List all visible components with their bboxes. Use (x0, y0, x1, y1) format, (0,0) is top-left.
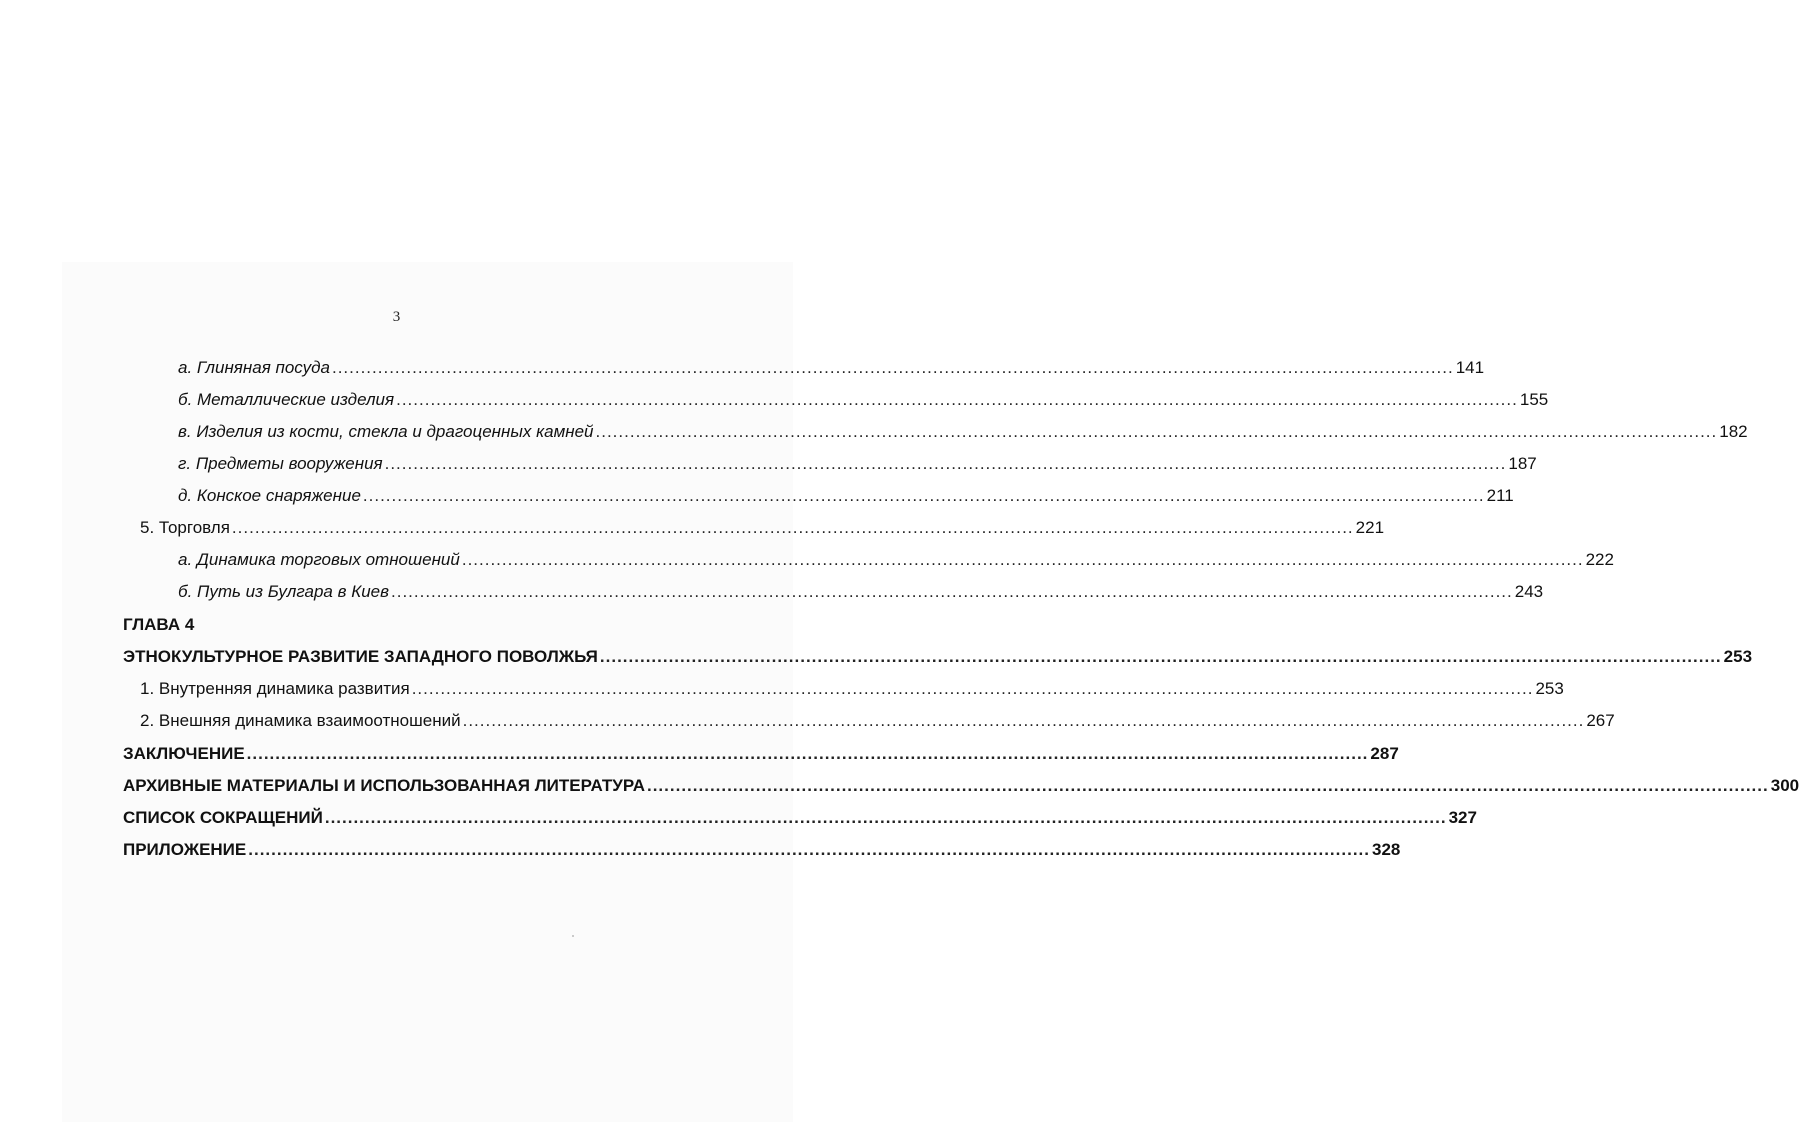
toc-leader-dots: .................................................................................................................................................................................................... (324, 808, 1447, 827)
toc-entry-page: 327 (1448, 808, 1477, 827)
toc-entry-title: б. Путь из Булгара в Киев (178, 582, 389, 601)
chapter-heading (123, 614, 726, 636)
toc-entry-page: 253 (1723, 647, 1753, 666)
toc-leader-dots: .................................................................................................................................................................................................... (384, 454, 1507, 473)
toc-entry-title: 2. Внешняя динамика взаимоотношений (140, 711, 461, 730)
toc-entry-title: а. Динамика торговых отношений (178, 550, 460, 569)
toc-leader-dots: .................................................................................................................................................................................................... (331, 358, 1454, 377)
toc-leader-dots: .................................................................................................................................................................................................... (595, 422, 1718, 441)
toc-entry-title: 1. Внутренняя динамика развития (140, 679, 410, 698)
toc-entry-trade (140, 517, 1385, 539)
toc-entry-page: 243 (1514, 582, 1544, 601)
toc-entry-page: 211 (1486, 486, 1514, 505)
toc-leader-dots: .................................................................................................................................................................................................... (396, 390, 1518, 409)
toc-entry-trade-dynamics (178, 549, 1614, 571)
page-number: 3 (392, 309, 401, 325)
toc-leader-dots: .................................................................................................................................................................................................... (461, 550, 1584, 569)
toc-leader-dots: .................................................................................................................................................................................................... (411, 679, 1534, 698)
toc-leader-dots: .................................................................................................................................................................................................... (231, 518, 1354, 537)
toc-entry-page: 222 (1585, 550, 1614, 569)
toc-entry-page: 287 (1370, 744, 1399, 763)
toc-leader-dots: .................................................................................................................................................................................................... (246, 744, 1369, 763)
toc-entry-page: 141 (1455, 358, 1485, 377)
toc-entry-page: 187 (1508, 454, 1537, 473)
toc-leader-dots: .................................................................................................................................................................................................... (391, 582, 1513, 601)
toc-entry-bone-glass-stones (178, 421, 1748, 443)
toc-entry-external-dynamics (140, 710, 1615, 732)
toc-entry-internal-dynamics (140, 678, 1564, 700)
toc-entry-title: ПРИЛОЖЕНИЕ (123, 840, 247, 859)
toc-leader-dots: .................................................................................................................................................................................................... (646, 776, 1769, 795)
toc-entry-title: б. Металлические изделия (178, 390, 395, 409)
toc-entry-pottery (178, 357, 1485, 379)
toc-entry-conclusion (123, 743, 1399, 765)
toc-entry-title: д. Конское снаряжение (178, 486, 361, 505)
toc-entry-bulgar-kiev-route (178, 581, 1544, 603)
toc-leader-dots: .................................................................................................................................................................................................... (248, 840, 1370, 859)
toc-entry-title: г. Предметы вооружения (178, 454, 383, 473)
toc-entry-abbreviations (123, 807, 1477, 829)
toc-entry-page: 300 (1770, 776, 1799, 795)
toc-leader-dots: .................................................................................................................................................................................................... (599, 647, 1722, 666)
toc-entry-title: СПИСОК СОКРАЩЕНИЙ (123, 808, 323, 827)
toc-leader-dots: .................................................................................................................................................................................................... (362, 486, 1485, 505)
toc-entry-title: а. Глиняная посуда (178, 358, 330, 377)
toc-entry-title: в. Изделия из кости, стекла и драгоценных камней (178, 422, 594, 441)
toc-entry-archives-literature (123, 775, 1799, 797)
chapter-label: ГЛАВА 4 (123, 615, 195, 634)
toc-entry-page: 328 (1372, 840, 1401, 859)
toc-entry-ethnocultural-development (123, 646, 1753, 668)
toc-entry-page: 253 (1535, 679, 1564, 698)
toc-entry-page: 221 (1355, 518, 1385, 537)
toc-entry-title: ЭТНОКУЛЬТУРНОЕ РАЗВИТИЕ ЗАПАДНОГО ПОВОЛЖЬЯ (123, 647, 598, 666)
toc-entry-metal-items (178, 389, 1549, 411)
toc-leader-dots: .................................................................................................................................................................................................... (462, 711, 1585, 730)
toc-entry-title: ЗАКЛЮЧЕНИЕ (123, 744, 245, 763)
toc-entry-appendix (123, 839, 1401, 861)
toc-entry-title: АРХИВНЫЕ МАТЕРИАЛЫ И ИСПОЛЬЗОВАННАЯ ЛИТЕРАТУРА (123, 776, 645, 795)
toc-entry-horse-gear (178, 485, 1514, 507)
toc-entry-page: 182 (1719, 422, 1748, 441)
toc-entry-page: 267 (1586, 711, 1615, 730)
toc-entry-title: 5. Торговля (140, 518, 230, 537)
toc-entry-page: 155 (1519, 390, 1549, 409)
toc-entry-weapons (178, 453, 1537, 475)
